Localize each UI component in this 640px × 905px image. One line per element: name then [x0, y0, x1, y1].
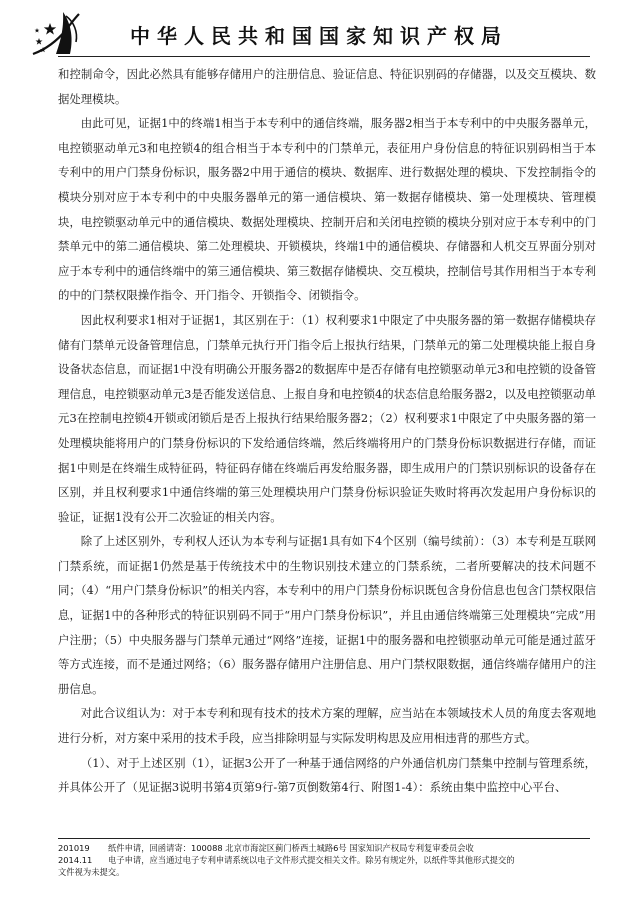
- form-code: 201019: [58, 843, 90, 853]
- paragraph: 除了上述区别外，专利权人还认为本专利与证据1具有如下4个区别（编号续前）：（3）本专利是互联网门禁系统，而证据1仍然是基于传统技术中的生物识别技术建立的门禁系统，二者所要解决的技术问题不同；（4）“用户门禁身份标识”的相关内容，本专利中的用户门禁身份标识既包含身份信息也包含门禁权限信息，证据1中的各种形式的特征识别码不同于“用户门禁身份标识”，并且由通信终端第三处理模块“完成”用户注册；（5）中央服务器与门禁单元通过“网络”连接，证据1中的服务器和电控锁驱动单元可能是通过蓝牙等方式连接，而不是通过网络；（6）服务器存储用户注册信息、用户门禁权限数据，通信终端存储用户的注册信息。: [58, 534, 596, 696]
- page-header: [0, 0, 640, 62]
- document-body: [58, 62, 596, 800]
- form-date: 2014.11: [58, 855, 93, 865]
- footer-electronic-instruction-cont: 文件视为未提交。: [58, 867, 125, 877]
- paragraph: 和控制命令，因此必然具有能够存储用户的注册信息、验证信息、特征识别码的存储器，以及交互模块、数据处理模块。: [58, 67, 596, 106]
- paragraph: 因此权利要求1相对于证据1，其区别在于：（1）权利要求1中限定了中央服务器的第一数据存储模块存储有门禁单元设备管理信息，门禁单元执行开门指令后上报执行结果，门禁单元的第二处理模块能上报自身设备状态信息，而证据1中没有明确公开服务器2的数据库中是否存储有电控锁驱动单元3和电控锁的设备管理信息，电控锁驱动单元3是否能发送信息、上报自身和电控锁4的状态信息给服务器2，以及电控锁驱动单元3在控制电控锁4开锁或闭锁后是否上报执行结果给服务器2；（2）权利要求1中限定了中央服务器的第一处理模块能将用户的门禁身份标识的下发给通信终端，然后终端将用户的门禁身份标识数据进行存储，而证据1中则是在终端生成特征码，特征码存储在终端后再发给服务器，即生成用户的门禁识别标识的设备存在区别，并且权利要求1中通信终端的第三处理模块用户门禁身份标识验证失败时将再次发起用户身份标识的验证，证据1没有公开二次验证的相关内容。: [58, 312, 596, 524]
- footer-divider: [58, 838, 590, 839]
- paragraph: （1）、对于上述区别（1），证据3公开了一种基于通信网络的户外通信机房门禁集中控制与管理系统，并具体公开了（见证据3说明书第4页第9行-第7页倒数第4行、附图1-4）：系统由集中监控中心平台、: [58, 755, 596, 795]
- footer-mail-instruction: 纸件申请，回函请寄：100088 北京市海淀区蓟门桥西土城路6号 国家知识产权局专利复审委员会收: [108, 843, 474, 853]
- paragraph: 由此可见，证据1中的终端1相当于本专利中的通信终端，服务器2相当于本专利中的中央服务器单元，电控锁驱动单元3和电控锁4的组合相当于本专利中的门禁单元，表征用户身份信息的特征识别码相当于本专利中的用户门禁身份标识，服务器2中用于通信的模块、数据库、进行数据处理的模块、下发控制指令的模块分别对应于本专利中的中央服务器单元的第一通信模块、第一数据存储模块、第一处理模块、管理模块，电控锁驱动单元中的通信模块、数据处理模块、控制开启和关闭电控锁的模块分别对应于本专利中的门禁单元中的第二通信模块、第二处理模块、开锁模块，终端1中的通信模块、存储器和人机交互界面分别对应于本专利中的通信终端中的第三通信模块、第三数据存储模块、交互模块，控制信号其作用相当于本专利的中的门禁权限操作指令、开门指令、开锁指令、闭锁指令。: [58, 116, 596, 303]
- page-footer: [58, 842, 598, 878]
- cnipa-logo-icon: [30, 8, 82, 60]
- paragraph: 对此合议组认为：对于本专利和现有技术的技术方案的理解，应当站在本领域技术人员的角度去客观地进行分析，对方案中采用的技术手段，应当排除明显与实际发明构思及应用相违背的那些方式。: [58, 706, 596, 746]
- organization-name: 中华人民共和国国家知识产权局: [130, 24, 508, 48]
- footer-electronic-instruction: 电子申请，应当通过电子专利申请系统以电子文件形式提交相关文件。除另有规定外，以纸件等其他形式提交的: [108, 855, 515, 865]
- header-divider: [58, 56, 590, 57]
